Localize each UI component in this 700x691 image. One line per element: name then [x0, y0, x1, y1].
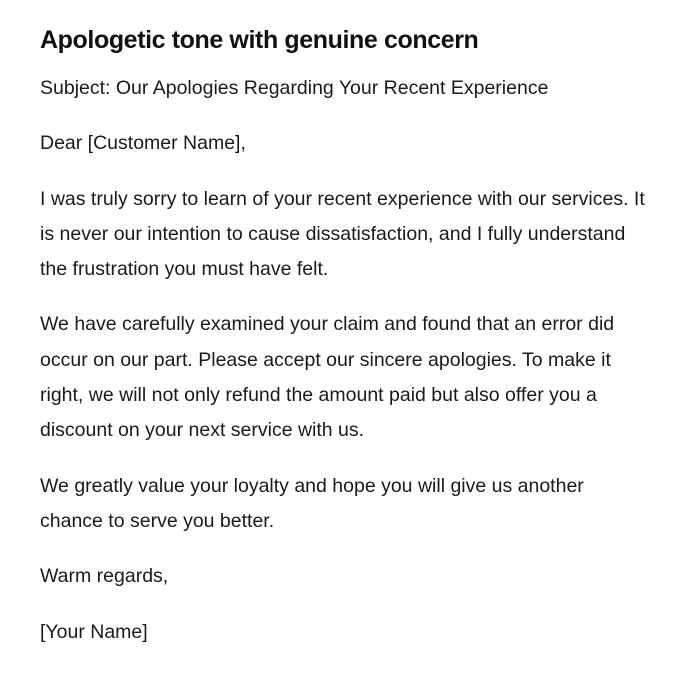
page-title: Apologetic tone with genuine concern — [40, 26, 479, 54]
body-paragraph-2: We have carefully examined your claim and found that an error did occur on our part. Please accept our sincere apologies. To make it right, we will not only refund the amount paid but also offer you a discount on your next service with us. — [40, 313, 615, 442]
subject-line: Subject: Our Apologies Regarding Your Recent Experience — [40, 77, 549, 99]
signature: [Your Name] — [40, 620, 148, 643]
body-paragraph-1: I was truly sorry to learn of your recent experience with our services. It is never our intention to cause dissatisfaction, and I fully understand the frustration you must have felt. — [40, 187, 645, 281]
letter-document — [40, 22, 645, 670]
greeting: Dear [Customer Name], — [40, 132, 246, 155]
body-paragraph-3: We greatly value your loyalty and hope you will give us another chance to serve you better. — [40, 474, 584, 532]
closing: Warm regards, — [40, 565, 169, 588]
